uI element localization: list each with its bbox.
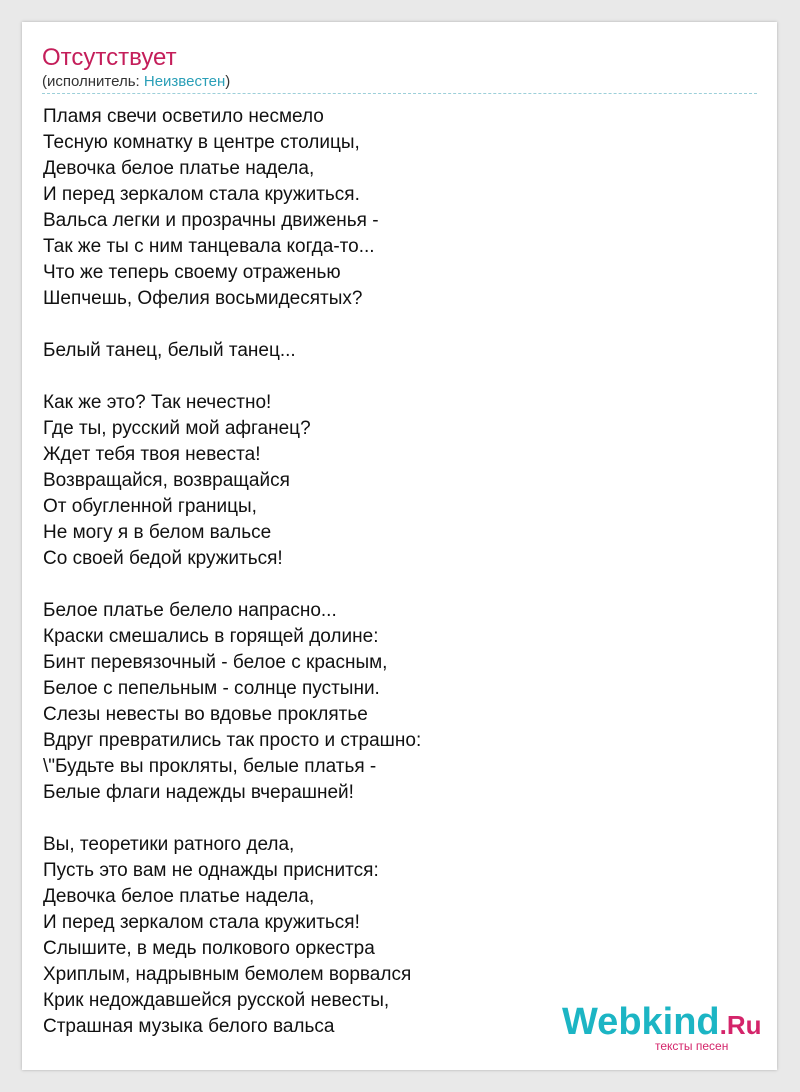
lyric-line: Краски смешались в горящей долине:: [43, 626, 379, 647]
lyrics-body: [43, 104, 763, 1040]
lyric-line: Со своей бедой кружиться!: [43, 548, 283, 569]
lyric-line: Слышите, в медь полкового оркестра: [43, 938, 375, 959]
dashed-divider: [42, 93, 757, 94]
lyric-line: Вдруг превратились так просто и страшно:: [43, 730, 422, 751]
lyric-line: Белое платье белело напрасно...: [43, 600, 337, 621]
lyric-line: Тесную комнатку в центре столицы,: [43, 132, 360, 153]
lyrics-page: [22, 22, 777, 1070]
artist-link[interactable]: Неизвестен: [143, 73, 226, 90]
lyric-line: Девочка белое платье надела,: [43, 158, 315, 179]
lyric-line: И перед зеркалом стала кружиться.: [43, 184, 360, 205]
lyric-line: Где ты, русский мой афганец?: [43, 418, 311, 439]
lyric-line: Страшная музыка белого вальса: [43, 1016, 335, 1037]
artist-suffix: ): [225, 73, 231, 90]
lyric-line: Крик недождавшейся русской невесты,: [43, 990, 390, 1011]
song-title: Отсутствует: [42, 44, 177, 71]
lyric-line: [43, 806, 763, 832]
lyric-line: Белое с пепельным - солнце пустыни.: [43, 678, 380, 699]
lyric-line: Так же ты с ним танцевала когда-то...: [43, 236, 375, 257]
lyric-line: Вальса легки и прозрачны движенья -: [43, 210, 379, 231]
lyric-line: Ждет тебя твоя невеста!: [43, 444, 261, 465]
lyric-line: Пусть это вам не однажды приснится:: [43, 860, 379, 881]
lyric-line: Девочка белое платье надела,: [43, 886, 315, 907]
lyric-line: И перед зеркалом стала кружиться!: [43, 912, 360, 933]
lyric-line: Белые флаги надежды вчерашней!: [43, 782, 354, 803]
lyric-line: Пламя свечи осветило несмело: [43, 106, 324, 127]
lyric-line: Хриплым, надрывным бемолем ворвался: [43, 964, 412, 985]
lyric-line: [43, 572, 763, 598]
lyric-line: \"Будьте вы прокляты, белые платья -: [43, 756, 377, 777]
lyric-line: Белый танец, белый танец...: [43, 340, 296, 361]
lyric-line: Вы, теоретики ратного дела,: [43, 834, 295, 855]
lyric-line: От обугленной границы,: [43, 496, 257, 517]
lyric-line: [43, 364, 763, 390]
lyric-line: Бинт перевязочный - белое с красным,: [43, 652, 388, 673]
artist-line: [42, 73, 230, 90]
lyric-line: Как же это? Так нечестно!: [43, 392, 272, 413]
lyric-line: Не могу я в белом вальсе: [43, 522, 272, 543]
lyric-line: Шепчешь, Офелия восьмидесятых?: [43, 288, 363, 309]
logo-main: Webkind: [562, 1001, 720, 1043]
lyric-line: Слезы невесты во вдовье проклятье: [43, 704, 368, 725]
logo-tagline: тексты песен: [655, 1039, 729, 1053]
artist-prefix: (исполнитель:: [42, 73, 144, 90]
lyric-line: [43, 312, 763, 338]
lyric-line: Возвращайся, возвращайся: [43, 470, 290, 491]
lyric-line: Что же теперь своему отраженью: [43, 262, 341, 283]
logo-suffix: .Ru: [719, 1010, 762, 1040]
